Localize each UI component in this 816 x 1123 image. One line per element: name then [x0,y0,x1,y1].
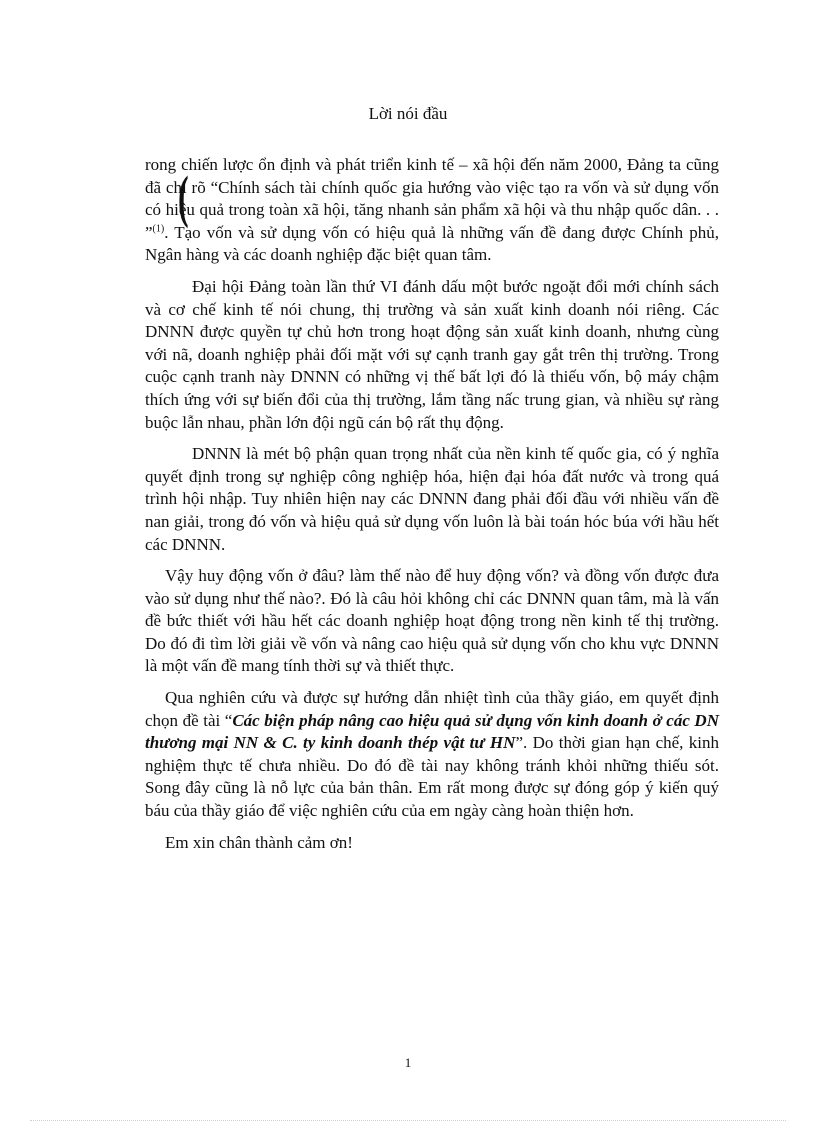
page-bottom-border [30,1120,786,1121]
page-title: Lời nói đầu [368,104,448,123]
footnote-ref: (1) [152,223,165,235]
paragraph-4: Vậy huy động vốn ở đâu? làm thế nào để huy động vốn? và đồng vốn được đưa vào sử dụng như thế nào?. Đó là câu hỏi không chỉ các DNNN quan tâm, mà là vấn đề bức thiết với hầu hết các doanh nghiệp hoạt động trong nền kinh tế thị trường. Do đó đi tìm lời giải về vốn và nâng cao hiệu quả sử dụng vốn cho khu vực DNNN là một vấn đề mang tính thời sự và thiết thực. [145,566,719,676]
body-text [145,154,719,863]
paragraph-3: DNNN là mét bộ phận quan trọng nhất của nền kinh tế quốc gia, có ý nghĩa quyết định trong sự nghiệp công nghiệp hóa, hiện đại hóa đất nước và trong quá trình hội nhập. Tuy nhiên hiện nay các DNNN đang phải đối đầu với nhiều vấn đề nan giải, trong đó vốn và hiệu quả sử dụng vốn luôn là bài toán hóc búa với hầu hết các DNNN. [145,444,719,554]
closing-thanks: Em xin chân thành cảm ơn! [165,832,353,852]
paragraph-1-text-b: . Tạo vốn và sử dụng vốn có hiệu quả là những vấn đề đang được Chính phủ, Ngân hàng và các doanh nghiệp đặc biệt quan tâm. [145,222,719,265]
paragraph-5-rest: ”. Do thời gian hạn chế, kinh nghiệm thực tế chưa nhiều. Do đó đề tài nay không tránh khỏi những thiếu sót. Song đây cũng là nỗ lực của bản thân. Em rất mong được sự đóng góp ý kiến quý báu của thầy giáo để việc nghiên cứu của em ngày càng hoàn thiện hơn. [145,733,719,821]
dropcap-glyph: ( [178,164,189,229]
paragraph-5 [145,687,719,823]
thesis-topic: Các biện pháp nâng cao hiệu quả sử dụng vốn kinh doanh ở các DN thương mại NN & C. ty kinh doanh thép vật tư HN [145,710,719,753]
paragraph-2: Đại hội Đảng toàn lần thứ VI đánh dấu một bước ngoặt đổi mới chính sách và cơ chế kinh tế nói chung, thị trường và sản xuất kinh doanh nói riêng. Các DNNN được quyền tự chủ hơn trong hoạt động sản xuất kinh doanh, nhưng cùng với nã, doanh nghiệp phải đối mặt với sự cạnh tranh gay gắt trên thị trường. Trong cuộc cạnh tranh này DNNN có những vị thế bất lợi đó là thiếu vốn, bộ máy chậm thích ứng với sự biến đổi của thị trường, lắm tầng nấc trung gian, và nhiều sự ràng buộc lẫn nhau, phần lớn đội ngũ cán bộ rất thụ động. [145,276,719,432]
paragraph-1-text-a: rong chiến lược ổn định và phát triển kinh tế – xã hội đến năm 2000, Đảng ta cũng đã chỉ rõ “Chính sách tài chính quốc gia hướng vào việc tạo ra vốn và sử dụng vốn có hiệu quả trong toàn xã hội, tăng nhanh sản phẩm xã hội và thu nhập quốc dân. . . ” [145,155,719,242]
paragraph-1 [145,154,719,267]
page-number: 1 [404,1055,412,1070]
paragraph-5-intro: Qua nghiên cứu và được sự hướng dẫn nhiệt tình của thầy giáo, em quyết định chọn đề tài “ [145,688,719,730]
